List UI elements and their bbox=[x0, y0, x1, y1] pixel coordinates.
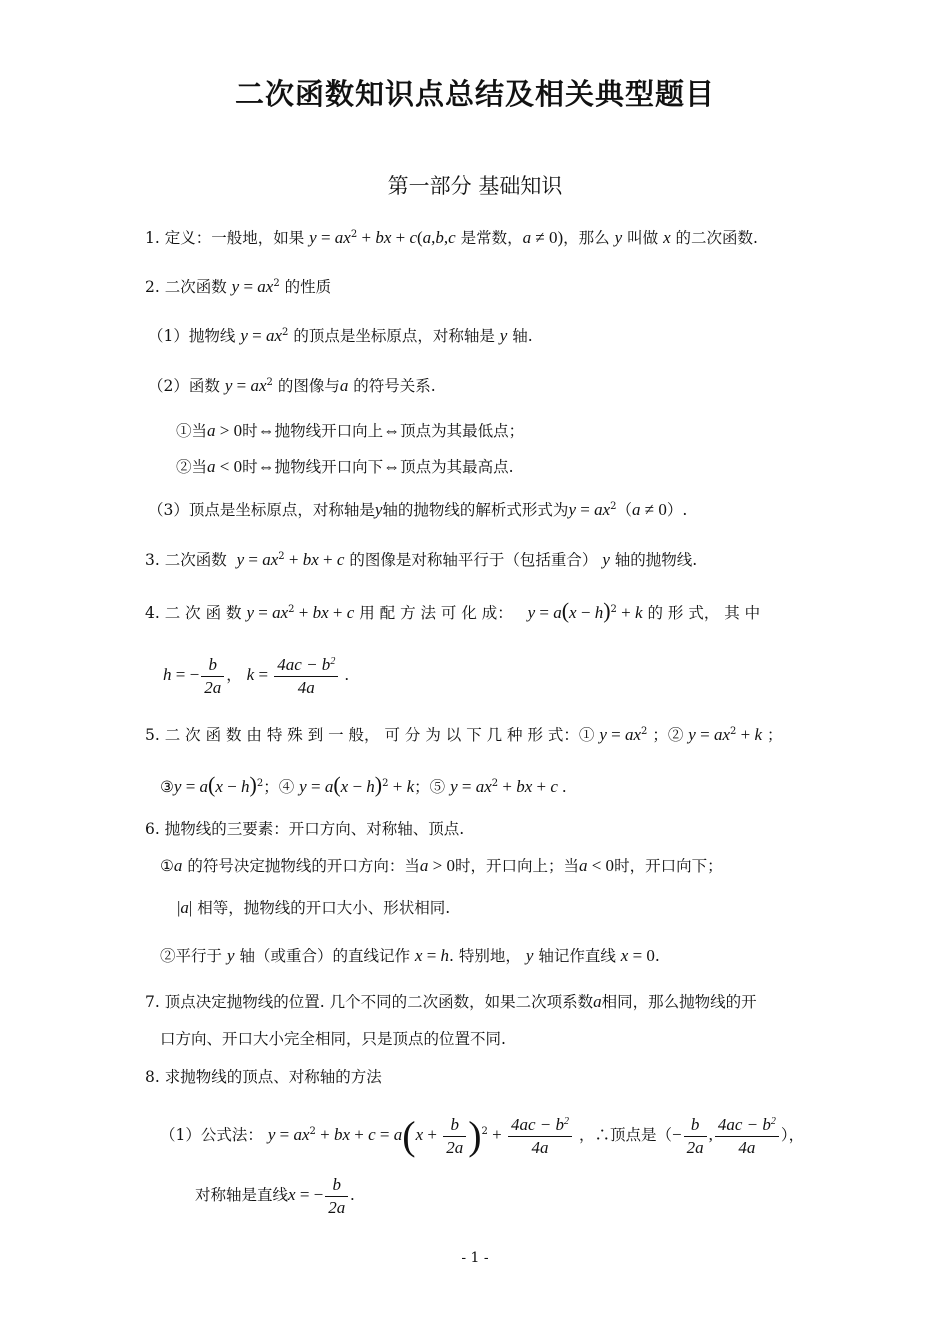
fraction-axis: $\frac{b}{2a}$ bbox=[325, 1174, 348, 1219]
para-5-forms: ③y = $a(x - h)^2$；④ $y = a(x - h)^2 + k$；⑤ $y = ax^2$ + bx + c . bbox=[160, 772, 567, 797]
para-6-1: ①a 的符号决定抛物线的开口方向：当a > 0时，开口向上；当a < 0时，开口向下； bbox=[160, 856, 723, 875]
para-8-1: （1）公式法： $y = ax^2$ + bx + c = a(x + $\frac{b}{2a}$ )$^2$ + $\frac{4ac - b^2}{4a}$ ，∴顶点是（− $\frac{b}{2a}$ , $\frac{4ac - b^2}{4a}$ ）， bbox=[160, 1113, 805, 1158]
fraction-b-2a: $\frac{b}{2a}$ bbox=[443, 1114, 466, 1159]
para-5: 5. 二 次 函 数 由 特 殊 到 一 般， 可 分 为 以 下 几 种 形 式：① $y = ax^2$ ；② $y = ax^2 + k$ ； bbox=[145, 725, 783, 744]
fraction-k-term: $\frac{4ac - b^2}{4a}$ bbox=[508, 1114, 572, 1159]
para-definition: 1. 定义：一般地，如果 $y = ax^2$ + bx + c(a,b,c 是常数，a ≠ 0)，那么 y 叫做 x 的二次函数. bbox=[145, 228, 758, 247]
para-6-2: ②平行于 y 轴（或重合）的直线记作 x = h. 特别地， y 轴记作直线 x = 0. bbox=[160, 946, 660, 965]
fraction-k: $\frac{4ac - b^2}{4a}$ bbox=[274, 654, 338, 699]
para-2-2-b: ②当a < 0时⇔抛物线开口向下⇔顶点为其最高点. bbox=[176, 457, 514, 476]
para-4-formulas: h = − $\frac{b}{2a}$ ， k = $\frac{4ac - b^2}{4a}$ . bbox=[163, 654, 349, 697]
para-7: 7. 顶点决定抛物线的位置. 几个不同的二次函数，如果二次项系数a相同，那么抛物线的开 bbox=[145, 992, 757, 1011]
fraction-vertex-x: $\frac{b}{2a}$ bbox=[684, 1114, 707, 1159]
para-7-cont: 口方向、开口大小完全相同，只是顶点的位置不同. bbox=[160, 1030, 506, 1048]
para-2-2-a: ①当a > 0时⇔抛物线开口向上⇔顶点为其最低点； bbox=[176, 421, 525, 440]
page-number: - 1 - bbox=[461, 1250, 489, 1266]
fraction-h: $\frac{b}{2a}$ bbox=[201, 654, 224, 699]
para-4: 4. 二 次 函 数 $y = ax^2$ + bx + c 用 配 方 法 可 化 成： $y = a(x - h)^2 + k$ 的 形 式， 其 中 bbox=[145, 598, 761, 623]
para-8: 8. 求抛物线的顶点、对称轴的方法 bbox=[145, 1068, 382, 1086]
fraction-vertex-y: $\frac{4ac - b^2}{4a}$ bbox=[715, 1114, 779, 1159]
para-6-1-b: |a| 相等，抛物线的开口大小、形状相同. bbox=[177, 898, 451, 917]
para-2-2: （2）函数 $y = ax^2$ 的图像与a 的符号关系. bbox=[148, 376, 436, 395]
para-properties-heading: 2. 二次函数 $y = ax^2$ 的性质 bbox=[145, 277, 332, 296]
section-title: 第一部分 基础知识 bbox=[387, 174, 563, 198]
para-6: 6. 抛物线的三要素：开口方向、对称轴、顶点. bbox=[145, 820, 465, 838]
para-8-1-axis: 对称轴是直线x = − $\frac{b}{2a}$ . bbox=[195, 1174, 355, 1217]
document-title: 二次函数知识点总结及相关典型题目 bbox=[234, 77, 715, 111]
para-3: 3. 二次函数 $y = ax^2$ + bx + c 的图像是对称轴平行于（包括重合） y 轴的抛物线. bbox=[145, 550, 698, 569]
para-2-1: （1）抛物线 $y = ax^2$ 的顶点是坐标原点，对称轴是 y 轴. bbox=[148, 326, 533, 345]
para-2-3: （3）顶点是坐标原点，对称轴是y轴的抛物线的解析式形式为$y = ax^2(a \ne 0)$. bbox=[148, 500, 688, 519]
